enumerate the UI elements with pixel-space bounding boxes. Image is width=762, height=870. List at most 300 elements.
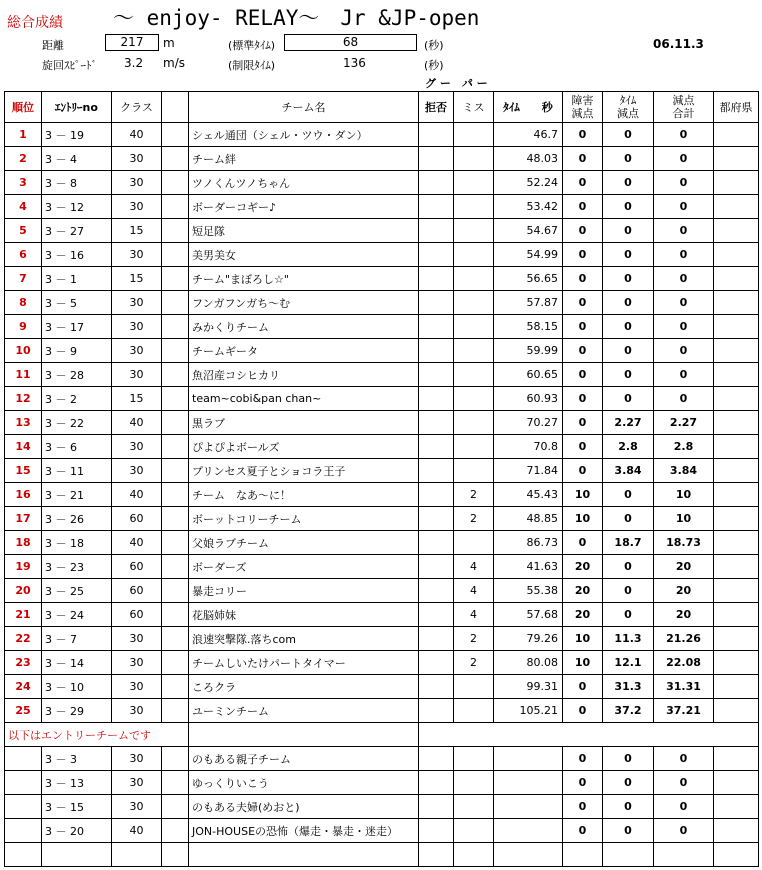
class-cell: 40 (112, 483, 162, 507)
class-cell: 30 (112, 339, 162, 363)
refusal-cell (419, 171, 454, 195)
blank-cell (162, 243, 189, 267)
team-cell: フンガフンガち～む (189, 291, 419, 315)
entry-cell: 3 － 18 (42, 531, 112, 555)
total-penalty-cell: 0 (654, 291, 714, 315)
blank-cell (162, 267, 189, 291)
time-cell: 70.27 (494, 411, 563, 435)
class-cell: 40 (112, 123, 162, 147)
entry-cell: 3 － 24 (42, 603, 112, 627)
rank-cell: 6 (5, 243, 42, 267)
obstacle-penalty-cell: 20 (563, 555, 603, 579)
blank-cell (162, 651, 189, 675)
obstacle-penalty-cell: 0 (563, 459, 603, 483)
refusal-cell (419, 819, 454, 843)
time-penalty-cell: 37.2 (603, 699, 654, 723)
table-row (5, 291, 759, 315)
entry-cell: 3 － 27 (42, 219, 112, 243)
entry-cell: 3 － 4 (42, 147, 112, 171)
time-penalty-cell: 0 (603, 123, 654, 147)
miss-cell: 2 (454, 483, 494, 507)
team-cell: team~cobi&pan chan~ (189, 387, 419, 411)
table-row (5, 315, 759, 339)
class-cell: 30 (112, 651, 162, 675)
time-cell: 105.21 (494, 699, 563, 723)
blank-cell (162, 411, 189, 435)
miss-cell (454, 747, 494, 771)
blank-cell (162, 459, 189, 483)
refusal-cell (419, 291, 454, 315)
pref-cell (714, 507, 759, 531)
class-cell: 15 (112, 219, 162, 243)
obstacle-penalty-cell: 0 (563, 219, 603, 243)
table-row (5, 459, 759, 483)
blank-cell (162, 819, 189, 843)
team-cell: 暴走コリー (189, 579, 419, 603)
rank-cell: 19 (5, 555, 42, 579)
total-penalty-cell: 0 (654, 363, 714, 387)
class-cell: 30 (112, 171, 162, 195)
class-cell: 30 (112, 363, 162, 387)
total-penalty-cell: 2.8 (654, 435, 714, 459)
class-cell: 30 (112, 675, 162, 699)
miss-cell (454, 219, 494, 243)
class-cell: 40 (112, 531, 162, 555)
entry-cell: 3 － 8 (42, 171, 112, 195)
blank-cell (162, 555, 189, 579)
class-cell: 30 (112, 315, 162, 339)
entry-cell: 3 － 10 (42, 675, 112, 699)
miss-cell: 2 (454, 627, 494, 651)
refusal-cell (419, 771, 454, 795)
team-cell: チーム"まぼろし☆" (189, 267, 419, 291)
miss-cell: 2 (454, 651, 494, 675)
time-cell: 55.38 (494, 579, 563, 603)
pref-cell (714, 291, 759, 315)
time-penalty-cell: 0 (603, 795, 654, 819)
total-penalty-cell: 0 (654, 339, 714, 363)
class-cell: 30 (112, 747, 162, 771)
team-cell: のもある夫婦(めおと) (189, 795, 419, 819)
refusal-cell (419, 603, 454, 627)
blank-cell (162, 123, 189, 147)
refusal-cell (419, 363, 454, 387)
limit-label: (制限ﾀｲﾑ) (228, 59, 276, 72)
time-penalty-cell: 0 (603, 219, 654, 243)
speed-unit: m/s (163, 56, 185, 70)
rank-cell: 20 (5, 579, 42, 603)
obstacle-penalty-cell: 0 (563, 123, 603, 147)
team-cell: プリンセス夏子とショコラ王子 (189, 459, 419, 483)
class-cell: 30 (112, 435, 162, 459)
refusal-cell (419, 795, 454, 819)
obstacle-penalty-cell: 0 (563, 243, 603, 267)
total-penalty-cell: 0 (654, 147, 714, 171)
time-cell: 46.7 (494, 123, 563, 147)
table-row (5, 267, 759, 291)
time-penalty-cell: 0 (603, 147, 654, 171)
pref-cell (714, 267, 759, 291)
time-penalty-cell: 0 (603, 291, 654, 315)
pref-cell (714, 531, 759, 555)
table-row (5, 243, 759, 267)
table-row (5, 555, 759, 579)
rank-cell: 14 (5, 435, 42, 459)
class-cell: 30 (112, 147, 162, 171)
total-penalty-cell: 20 (654, 579, 714, 603)
obstacle-penalty-cell: 0 (563, 267, 603, 291)
blank-cell (162, 315, 189, 339)
limit-unit: (秒) (424, 59, 444, 72)
time-cell: 59.99 (494, 339, 563, 363)
time-penalty-cell: 11.3 (603, 627, 654, 651)
time-penalty-cell: 0 (603, 747, 654, 771)
refusal-cell (419, 339, 454, 363)
obstacle-penalty-cell: 0 (563, 171, 603, 195)
obstacle-penalty-cell: 0 (563, 531, 603, 555)
pref-cell (714, 627, 759, 651)
blank-cell (162, 291, 189, 315)
class-cell: 30 (112, 291, 162, 315)
table-row (5, 339, 759, 363)
class-cell: 30 (112, 459, 162, 483)
time-penalty-cell: 0 (603, 555, 654, 579)
rank-cell: 5 (5, 219, 42, 243)
std-time-value: 68 (284, 34, 417, 51)
rank-cell: 3 (5, 171, 42, 195)
pref-cell (714, 387, 759, 411)
miss-cell: 4 (454, 555, 494, 579)
blank-cell (162, 771, 189, 795)
miss-cell (454, 771, 494, 795)
empty-row (5, 843, 759, 867)
obstacle-penalty-cell: 0 (563, 411, 603, 435)
time-cell (494, 771, 563, 795)
class-cell: 30 (112, 195, 162, 219)
rank-cell: 4 (5, 195, 42, 219)
total-penalty-cell: 0 (654, 219, 714, 243)
col-miss: ミス (454, 92, 494, 123)
total-penalty-cell: 21.26 (654, 627, 714, 651)
refusal-cell (419, 123, 454, 147)
time-penalty-cell: 0 (603, 195, 654, 219)
obstacle-penalty-cell: 0 (563, 363, 603, 387)
rank-cell: 25 (5, 699, 42, 723)
pref-cell (714, 747, 759, 771)
rank-cell: 1 (5, 123, 42, 147)
entry-cell: 3 － 29 (42, 699, 112, 723)
entry-cell: 3 － 12 (42, 195, 112, 219)
time-cell: 99.31 (494, 675, 563, 699)
rank-cell: 21 (5, 603, 42, 627)
time-penalty-cell: 0 (603, 267, 654, 291)
time-penalty-cell: 18.7 (603, 531, 654, 555)
refusal-cell (419, 483, 454, 507)
rank-cell: 18 (5, 531, 42, 555)
class-cell: 15 (112, 267, 162, 291)
col-entry: ｴﾝﾄﾘｰno (42, 92, 112, 123)
time-penalty-cell: 0 (603, 315, 654, 339)
obstacle-penalty-cell: 0 (563, 675, 603, 699)
obstacle-penalty-cell: 0 (563, 339, 603, 363)
pref-cell (714, 795, 759, 819)
total-penalty-cell: 10 (654, 483, 714, 507)
speed-value: 3.2 (124, 56, 144, 70)
rank-cell (5, 771, 42, 795)
obstacle-penalty-cell: 0 (563, 315, 603, 339)
rank-cell (5, 819, 42, 843)
entry-cell: 3 － 11 (42, 459, 112, 483)
col-pref: 都府県 (714, 92, 759, 123)
obstacle-penalty-cell: 20 (563, 603, 603, 627)
total-penalty-cell: 3.84 (654, 459, 714, 483)
blank-cell (162, 507, 189, 531)
time-cell: 54.99 (494, 243, 563, 267)
pref-cell (714, 435, 759, 459)
miss-cell (454, 147, 494, 171)
team-cell: みかくりチーム (189, 315, 419, 339)
limit-value: 136 (343, 56, 366, 70)
total-penalty-cell: 10 (654, 507, 714, 531)
entry-cell: 3 － 3 (42, 747, 112, 771)
refusal-cell (419, 387, 454, 411)
rank-cell: 9 (5, 315, 42, 339)
total-penalty-cell: 20 (654, 555, 714, 579)
team-cell: ころクラ (189, 675, 419, 699)
date: 06.11.3 (653, 37, 704, 51)
refusal-cell (419, 507, 454, 531)
pref-cell (714, 219, 759, 243)
entry-row (5, 747, 759, 771)
miss-cell (454, 267, 494, 291)
obstacle-penalty-cell: 0 (563, 795, 603, 819)
refusal-cell (419, 147, 454, 171)
team-cell: ボーダーズ (189, 555, 419, 579)
team-cell: のもある親子チーム (189, 747, 419, 771)
entry-cell: 3 － 1 (42, 267, 112, 291)
total-penalty-cell: 0 (654, 243, 714, 267)
time-penalty-cell: 0 (603, 483, 654, 507)
obstacle-penalty-cell: 0 (563, 147, 603, 171)
class-cell: 30 (112, 771, 162, 795)
blank-cell (162, 363, 189, 387)
team-cell: ゆっくりいこう (189, 771, 419, 795)
time-penalty-cell: 0 (603, 339, 654, 363)
team-cell: 花脳姉妹 (189, 603, 419, 627)
table-row (5, 411, 759, 435)
total-penalty-cell: 0 (654, 123, 714, 147)
blank-cell (162, 603, 189, 627)
refusal-cell (419, 651, 454, 675)
entry-row (5, 771, 759, 795)
total-penalty-cell: 22.08 (654, 651, 714, 675)
total-penalty-cell: 0 (654, 771, 714, 795)
col-total: 減点 合計 (654, 92, 714, 123)
entry-cell: 3 － 9 (42, 339, 112, 363)
total-penalty-cell: 2.27 (654, 411, 714, 435)
team-cell: 美男美女 (189, 243, 419, 267)
rank-cell: 15 (5, 459, 42, 483)
table-row (5, 603, 759, 627)
time-cell: 52.24 (494, 171, 563, 195)
team-cell: チーム絆 (189, 147, 419, 171)
miss-cell (454, 339, 494, 363)
time-penalty-cell: 0 (603, 819, 654, 843)
obstacle-penalty-cell: 0 (563, 435, 603, 459)
pref-cell (714, 819, 759, 843)
table-row (5, 435, 759, 459)
total-penalty-cell: 0 (654, 267, 714, 291)
team-cell: 浪速突撃隊.落ちcom (189, 627, 419, 651)
time-cell: 80.08 (494, 651, 563, 675)
obstacle-penalty-cell: 0 (563, 291, 603, 315)
class-cell: 30 (112, 795, 162, 819)
event-title: ～ enjoy- RELAY～ Jr &JP-open (113, 6, 480, 30)
rank-cell: 17 (5, 507, 42, 531)
total-penalty-cell: 18.73 (654, 531, 714, 555)
miss-cell: 4 (454, 603, 494, 627)
blank-cell (162, 171, 189, 195)
entry-cell: 3 － 13 (42, 771, 112, 795)
pref-cell (714, 411, 759, 435)
table-row (5, 507, 759, 531)
table-row (5, 195, 759, 219)
miss-cell (454, 675, 494, 699)
time-cell: 48.03 (494, 147, 563, 171)
col-rank: 順位 (5, 92, 42, 123)
pref-cell (714, 315, 759, 339)
entry-cell: 3 － 17 (42, 315, 112, 339)
class-cell: 30 (112, 699, 162, 723)
blank-cell (162, 435, 189, 459)
header-row (5, 92, 759, 123)
obstacle-penalty-cell: 0 (563, 747, 603, 771)
time-cell: 70.8 (494, 435, 563, 459)
time-penalty-cell: 0 (603, 507, 654, 531)
pref-cell (714, 771, 759, 795)
entry-cell: 3 － 16 (42, 243, 112, 267)
rank-cell: 22 (5, 627, 42, 651)
entry-cell: 3 － 19 (42, 123, 112, 147)
class-cell: 40 (112, 819, 162, 843)
refusal-cell (419, 435, 454, 459)
time-penalty-cell: 0 (603, 771, 654, 795)
entry-cell: 3 － 6 (42, 435, 112, 459)
time-penalty-cell: 0 (603, 387, 654, 411)
pref-cell (714, 555, 759, 579)
blank-cell (162, 483, 189, 507)
table-row (5, 651, 759, 675)
blank-cell (162, 531, 189, 555)
total-penalty-cell: 0 (654, 795, 714, 819)
time-cell: 71.84 (494, 459, 563, 483)
total-penalty-cell: 31.31 (654, 675, 714, 699)
col-class: クラス (112, 92, 162, 123)
blank-cell (162, 387, 189, 411)
time-cell: 86.73 (494, 531, 563, 555)
team-cell: ぴよぴよボールズ (189, 435, 419, 459)
time-penalty-cell: 2.8 (603, 435, 654, 459)
miss-cell (454, 459, 494, 483)
miss-cell (454, 795, 494, 819)
blank-cell (162, 579, 189, 603)
blank-cell (162, 675, 189, 699)
time-cell: 58.15 (494, 315, 563, 339)
distance-unit: m (163, 36, 175, 50)
blank-cell (162, 747, 189, 771)
total-penalty-cell: 0 (654, 171, 714, 195)
miss-cell (454, 123, 494, 147)
pref-cell (714, 699, 759, 723)
time-penalty-cell: 2.27 (603, 411, 654, 435)
miss-cell (454, 243, 494, 267)
rank-cell: 10 (5, 339, 42, 363)
pref-cell (714, 363, 759, 387)
obstacle-penalty-cell: 0 (563, 771, 603, 795)
team-cell: ボーットコリーチーム (189, 507, 419, 531)
blank-cell (162, 339, 189, 363)
rank-cell: 7 (5, 267, 42, 291)
time-penalty-cell: 12.1 (603, 651, 654, 675)
time-cell (494, 819, 563, 843)
blank-cell (162, 699, 189, 723)
table-row (5, 531, 759, 555)
entry-note-row (5, 723, 759, 747)
miss-cell (454, 435, 494, 459)
table-row (5, 219, 759, 243)
time-cell (494, 795, 563, 819)
entry-cell: 3 － 2 (42, 387, 112, 411)
distance-value: 217 (105, 34, 159, 51)
class-cell: 30 (112, 627, 162, 651)
class-cell: 60 (112, 579, 162, 603)
table-row (5, 147, 759, 171)
obstacle-penalty-cell: 10 (563, 483, 603, 507)
group-label: グ ー パ ー (425, 77, 488, 90)
time-penalty-cell: 0 (603, 243, 654, 267)
table-row (5, 579, 759, 603)
refusal-cell (419, 555, 454, 579)
time-cell: 79.26 (494, 627, 563, 651)
entry-cell: 3 － 21 (42, 483, 112, 507)
team-cell: シェル通団（シェル・ツウ・ダン） (189, 123, 419, 147)
class-cell: 60 (112, 507, 162, 531)
entry-cell: 3 － 28 (42, 363, 112, 387)
team-cell: 魚沼産コシヒカリ (189, 363, 419, 387)
table-row (5, 171, 759, 195)
time-cell: 45.43 (494, 483, 563, 507)
refusal-cell (419, 267, 454, 291)
entry-cell: 3 － 5 (42, 291, 112, 315)
refusal-cell (419, 627, 454, 651)
total-penalty-cell: 20 (654, 603, 714, 627)
class-cell: 30 (112, 243, 162, 267)
table-row (5, 363, 759, 387)
time-cell: 57.87 (494, 291, 563, 315)
pref-cell (714, 195, 759, 219)
section-title: 総合成績 (7, 15, 63, 31)
entry-cell: 3 － 25 (42, 579, 112, 603)
results-table (4, 91, 759, 867)
entry-cell: 3 － 15 (42, 795, 112, 819)
time-cell: 53.42 (494, 195, 563, 219)
distance-label: 距離 (42, 39, 64, 52)
miss-cell (454, 315, 494, 339)
pref-cell (714, 483, 759, 507)
team-cell: ツノくんツノちゃん (189, 171, 419, 195)
std-time-label: (標準ﾀｲﾑ) (228, 39, 276, 52)
time-cell (494, 747, 563, 771)
